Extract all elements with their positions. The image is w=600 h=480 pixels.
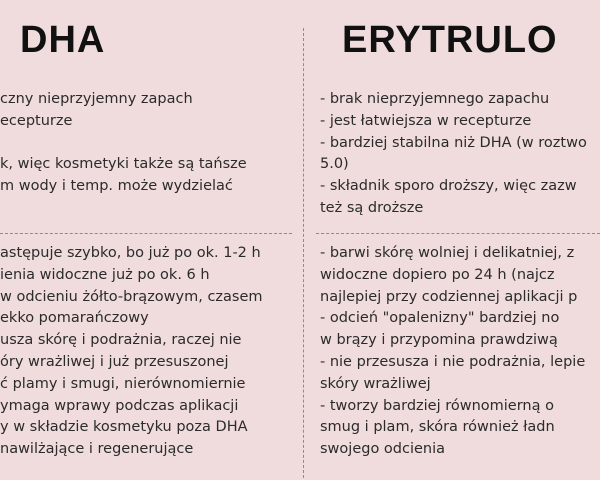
erytrulose-effects-list bbox=[320, 243, 600, 461]
column-divider bbox=[303, 28, 304, 478]
erytrulose-effect-line: - barwi skórę wolniej i delikatniej, z bbox=[320, 245, 575, 261]
left-section-divider bbox=[0, 233, 292, 234]
dha-effects-list bbox=[0, 243, 290, 461]
erytrulose-title: ERYTRULO bbox=[342, 19, 558, 61]
erytrulose-property-line: - brak nieprzyjemnego zapachu bbox=[320, 91, 550, 107]
dha-effect-line: nawilżające i regenerujące bbox=[0, 441, 194, 458]
dha-property-line bbox=[0, 133, 290, 155]
erytrulose-effect-line: - tworzy bardziej równomierną o bbox=[320, 397, 554, 414]
erytrulose-effect-line: widoczne dopiero po 24 h (najcz bbox=[320, 266, 555, 283]
dha-effect-line: óry wrażliwej i już przesuszonej bbox=[0, 353, 229, 370]
dha-effect-line: y w składzie kosmetyku poza DHA bbox=[0, 419, 248, 436]
erytrulose-property-line: - składnik sporo droższy, więc zazw bbox=[320, 178, 577, 195]
dha-effect-line: usza skórę i podrażnia, raczej nie bbox=[0, 332, 242, 349]
dha-property-line: ecepturze bbox=[0, 112, 73, 129]
dha-effect-line: w odcieniu żółto-brązowym, czasem bbox=[0, 288, 263, 305]
erytrulose-property-line: - jest łatwiejsza w recepturze bbox=[320, 112, 532, 129]
erytrulose-effect-line: - nie przesusza i nie podrażnia, lepie bbox=[320, 353, 586, 370]
dha-effect-line: ienia widoczne już po ok. 6 h bbox=[0, 266, 210, 283]
erytrulose-effect-line: w brązy i przypomina prawdziwą bbox=[320, 332, 558, 349]
dha-effect-line: ć plamy i smugi, nierównomiernie bbox=[0, 375, 246, 392]
dha-effect-line: astępuje szybko, bo już po ok. 1-2 h bbox=[0, 245, 261, 261]
erytrulose-properties-list bbox=[320, 89, 600, 220]
erytrulose-effect-line: skóry wrażliwej bbox=[320, 375, 431, 392]
erytrulose-effect-line: - odcień "opalenizny" bardziej no bbox=[320, 310, 560, 327]
dha-effect-line: ekko pomarańczowy bbox=[0, 310, 149, 327]
dha-property-line: czny nieprzyjemny zapach bbox=[0, 91, 193, 107]
right-section-divider bbox=[316, 233, 600, 234]
erytrulose-property-line: 5.0) bbox=[320, 156, 349, 173]
erytrulose-property-line: - bardziej stabilna niż DHA (w roztwo bbox=[320, 134, 587, 151]
dha-property-line: m wody i temp. może wydzielać bbox=[0, 178, 233, 195]
dha-effect-line: ymaga wprawy podczas aplikacji bbox=[0, 397, 239, 414]
dha-title: DHA bbox=[20, 19, 106, 61]
dha-property-line: k, więc kosmetyki także są tańsze bbox=[0, 156, 247, 173]
dha-properties-list bbox=[0, 89, 290, 198]
erytrulose-property-line: też są droższe bbox=[320, 199, 424, 216]
erytrulose-effect-line: swojego odcienia bbox=[320, 441, 446, 458]
erytrulose-effect-line: smug i plam, skóra również ładn bbox=[320, 419, 555, 436]
erytrulose-effect-line: najlepiej przy codziennej aplikacji p bbox=[320, 288, 578, 305]
